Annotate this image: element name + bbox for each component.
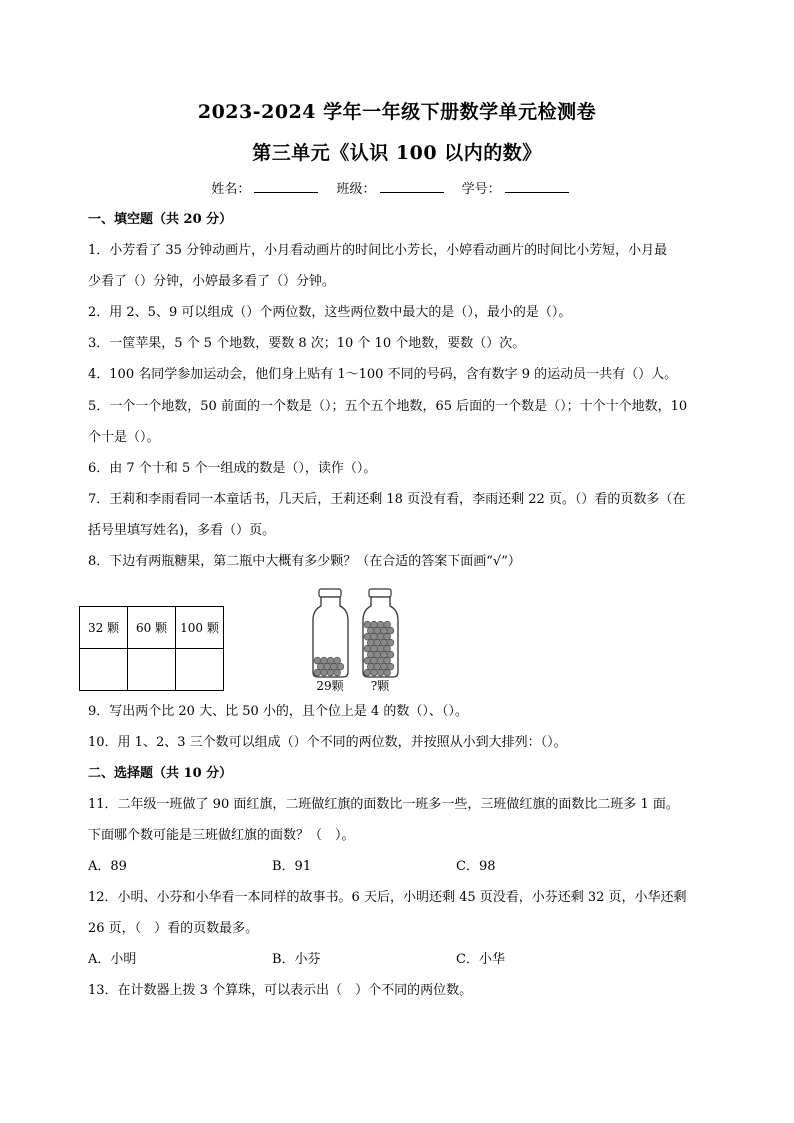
q8-option-cell: 32 颗 (80, 607, 128, 649)
candy-ball (387, 639, 394, 646)
candy-ball (384, 621, 391, 628)
name-blank[interactable] (254, 180, 318, 193)
candy-ball (364, 621, 371, 628)
candy-ball (371, 657, 378, 664)
candy-ball (377, 669, 384, 676)
candy-ball (337, 663, 344, 670)
question-line: 1．小芳看了 35 分钟动画片，小月看动画片的时间比小芳长，小婷看动画片的时间比小芳短，小月最 (88, 243, 668, 258)
question-line: 括号里填写姓名)，多看（）页。 (88, 523, 276, 538)
candy-ball (317, 663, 324, 670)
candy-ball (371, 621, 378, 628)
candy-ball (331, 663, 338, 670)
candy-ball (364, 669, 371, 676)
q11-option-a[interactable]: A．89 (88, 859, 127, 874)
candy-ball (327, 657, 334, 664)
candy-ball (381, 651, 388, 658)
candy-ball (384, 657, 391, 664)
question-line: 6．由 7 个十和 5 个一组成的数是（），读作（）。 (88, 461, 377, 476)
question-line: 下面哪个数可能是三班做红旗的面数？（ ）。 (88, 828, 355, 843)
candy-ball (387, 663, 394, 670)
candy-ball (387, 651, 394, 658)
candy-ball (377, 621, 384, 628)
jar-two-label: ?颗 (370, 679, 390, 692)
q11-option-c[interactable]: C．98 (456, 859, 496, 874)
question-line: 2．用 2、5、9 可以组成（）个两位数，这些两位数中最大的是（），最小的是（）。 (88, 305, 572, 320)
q12-option-b[interactable]: B．小芬 (272, 952, 321, 967)
candy-ball (384, 633, 391, 640)
candy-ball (377, 657, 384, 664)
candy-ball (324, 663, 331, 670)
question-line: 10．用 1、2、3 三个数可以组成（）个不同的两位数，并按照从小到大排列：（）。 (88, 735, 567, 750)
class-blank[interactable] (380, 180, 444, 193)
jar-one (313, 589, 348, 677)
question-line: 3．一筐苹果，5 个 5 个地数，要数 8 次；10 个 10 个地数，要数（）次。 (88, 336, 526, 351)
q12-option-c[interactable]: C．小华 (456, 952, 505, 967)
question-line: 8．下边有两瓶糖果，第二瓶中大概有多少颗？（在合适的答案下面画“√”） (88, 554, 521, 569)
candy-ball (381, 639, 388, 646)
page-subtitle: 第三单元《认识 100 以内的数》 (252, 142, 542, 164)
question-line: 26 页，（ ）看的页数最多。 (88, 921, 259, 936)
section-heading-choice: 二、选择题（共 10 分） (88, 766, 233, 781)
q8-answer-cell[interactable] (128, 649, 176, 691)
candy-ball (371, 633, 378, 640)
candy-ball (334, 657, 341, 664)
q12-option-a[interactable]: A．小明 (88, 952, 137, 967)
class-label: 班级： (336, 182, 376, 197)
candy-ball (364, 657, 371, 664)
name-label: 姓名： (211, 182, 251, 197)
candy-jars-illustration (300, 586, 410, 692)
jar-one-label: 29颗 (316, 679, 344, 692)
candy-ball (364, 633, 371, 640)
candy-ball (364, 645, 371, 652)
candy-ball (367, 651, 374, 658)
question-line: 5．一个一个地数，50 前面的一个数是（）；五个五个地数，65 后面的一个数是（）；十个十个地数，10 (88, 399, 688, 414)
question-line: 少看了（）分钟，小婷最多看了（）分钟。 (88, 274, 336, 289)
candy-ball (374, 627, 381, 634)
q8-answer-table (79, 606, 224, 691)
candy-ball (381, 627, 388, 634)
question-line: 13．在计数器上拨 3 个算珠，可以表示出（ ）个不同的两位数。 (88, 983, 473, 998)
candy-ball (377, 645, 384, 652)
candy-ball (374, 651, 381, 658)
student-info (0, 178, 794, 197)
candy-ball (371, 669, 378, 676)
candy-ball (314, 669, 321, 676)
page-title: 2023-2024 学年一年级下册数学单元检测卷 (197, 101, 597, 123)
question-line: 12．小明、小芬和小华看一本同样的故事书。6 天后，小明还剩 45 页没看，小芬还剩 32 页，小华还剩 (88, 890, 687, 905)
candy-ball (371, 645, 378, 652)
question-line: 4．100 名同学参加运动会，他们身上贴有 1～100 不同的号码，含有数字 9 的运动员一共有（）人。 (88, 367, 678, 382)
candy-ball (334, 669, 341, 676)
id-blank[interactable] (505, 180, 569, 193)
candy-ball (321, 669, 328, 676)
candy-ball (367, 663, 374, 670)
id-label: 学号： (461, 182, 501, 197)
candy-ball (367, 627, 374, 634)
candy-ball (374, 639, 381, 646)
candy-ball (381, 663, 388, 670)
q8-option-cell: 100 颗 (176, 607, 224, 649)
candy-ball (321, 657, 328, 664)
question-line: 个十是（）。 (88, 430, 160, 445)
question-line: 9．写出两个比 20 大、比 50 小的，且个位上是 4 的数（）、（）。 (88, 704, 468, 719)
q11-option-b[interactable]: B．91 (272, 859, 312, 874)
q8-answer-cell[interactable] (80, 649, 128, 691)
candy-ball (384, 645, 391, 652)
question-line: 11．二年级一班做了 90 面红旗，二班做红旗的面数比一班多一些，三班做红旗的面数比二班多 1 面。 (88, 797, 679, 812)
q8-answer-cell[interactable] (176, 649, 224, 691)
candy-ball (377, 633, 384, 640)
jar-two (363, 589, 398, 677)
jar-two-candies (364, 621, 394, 676)
jar-one-candies (314, 657, 344, 676)
candy-ball (387, 627, 394, 634)
candy-ball (327, 669, 334, 676)
candy-ball (367, 639, 374, 646)
candy-ball (384, 669, 391, 676)
q8-option-cell: 60 颗 (128, 607, 176, 649)
candy-ball (314, 657, 321, 664)
candy-ball (374, 663, 381, 670)
section-heading-fill: 一、填空题（共 20 分） (88, 212, 233, 227)
question-line: 7．王莉和李雨看同一本童话书，几天后，王莉还剩 18 页没有看，李雨还剩 22 页。（）看的页数多（在 (88, 492, 686, 507)
